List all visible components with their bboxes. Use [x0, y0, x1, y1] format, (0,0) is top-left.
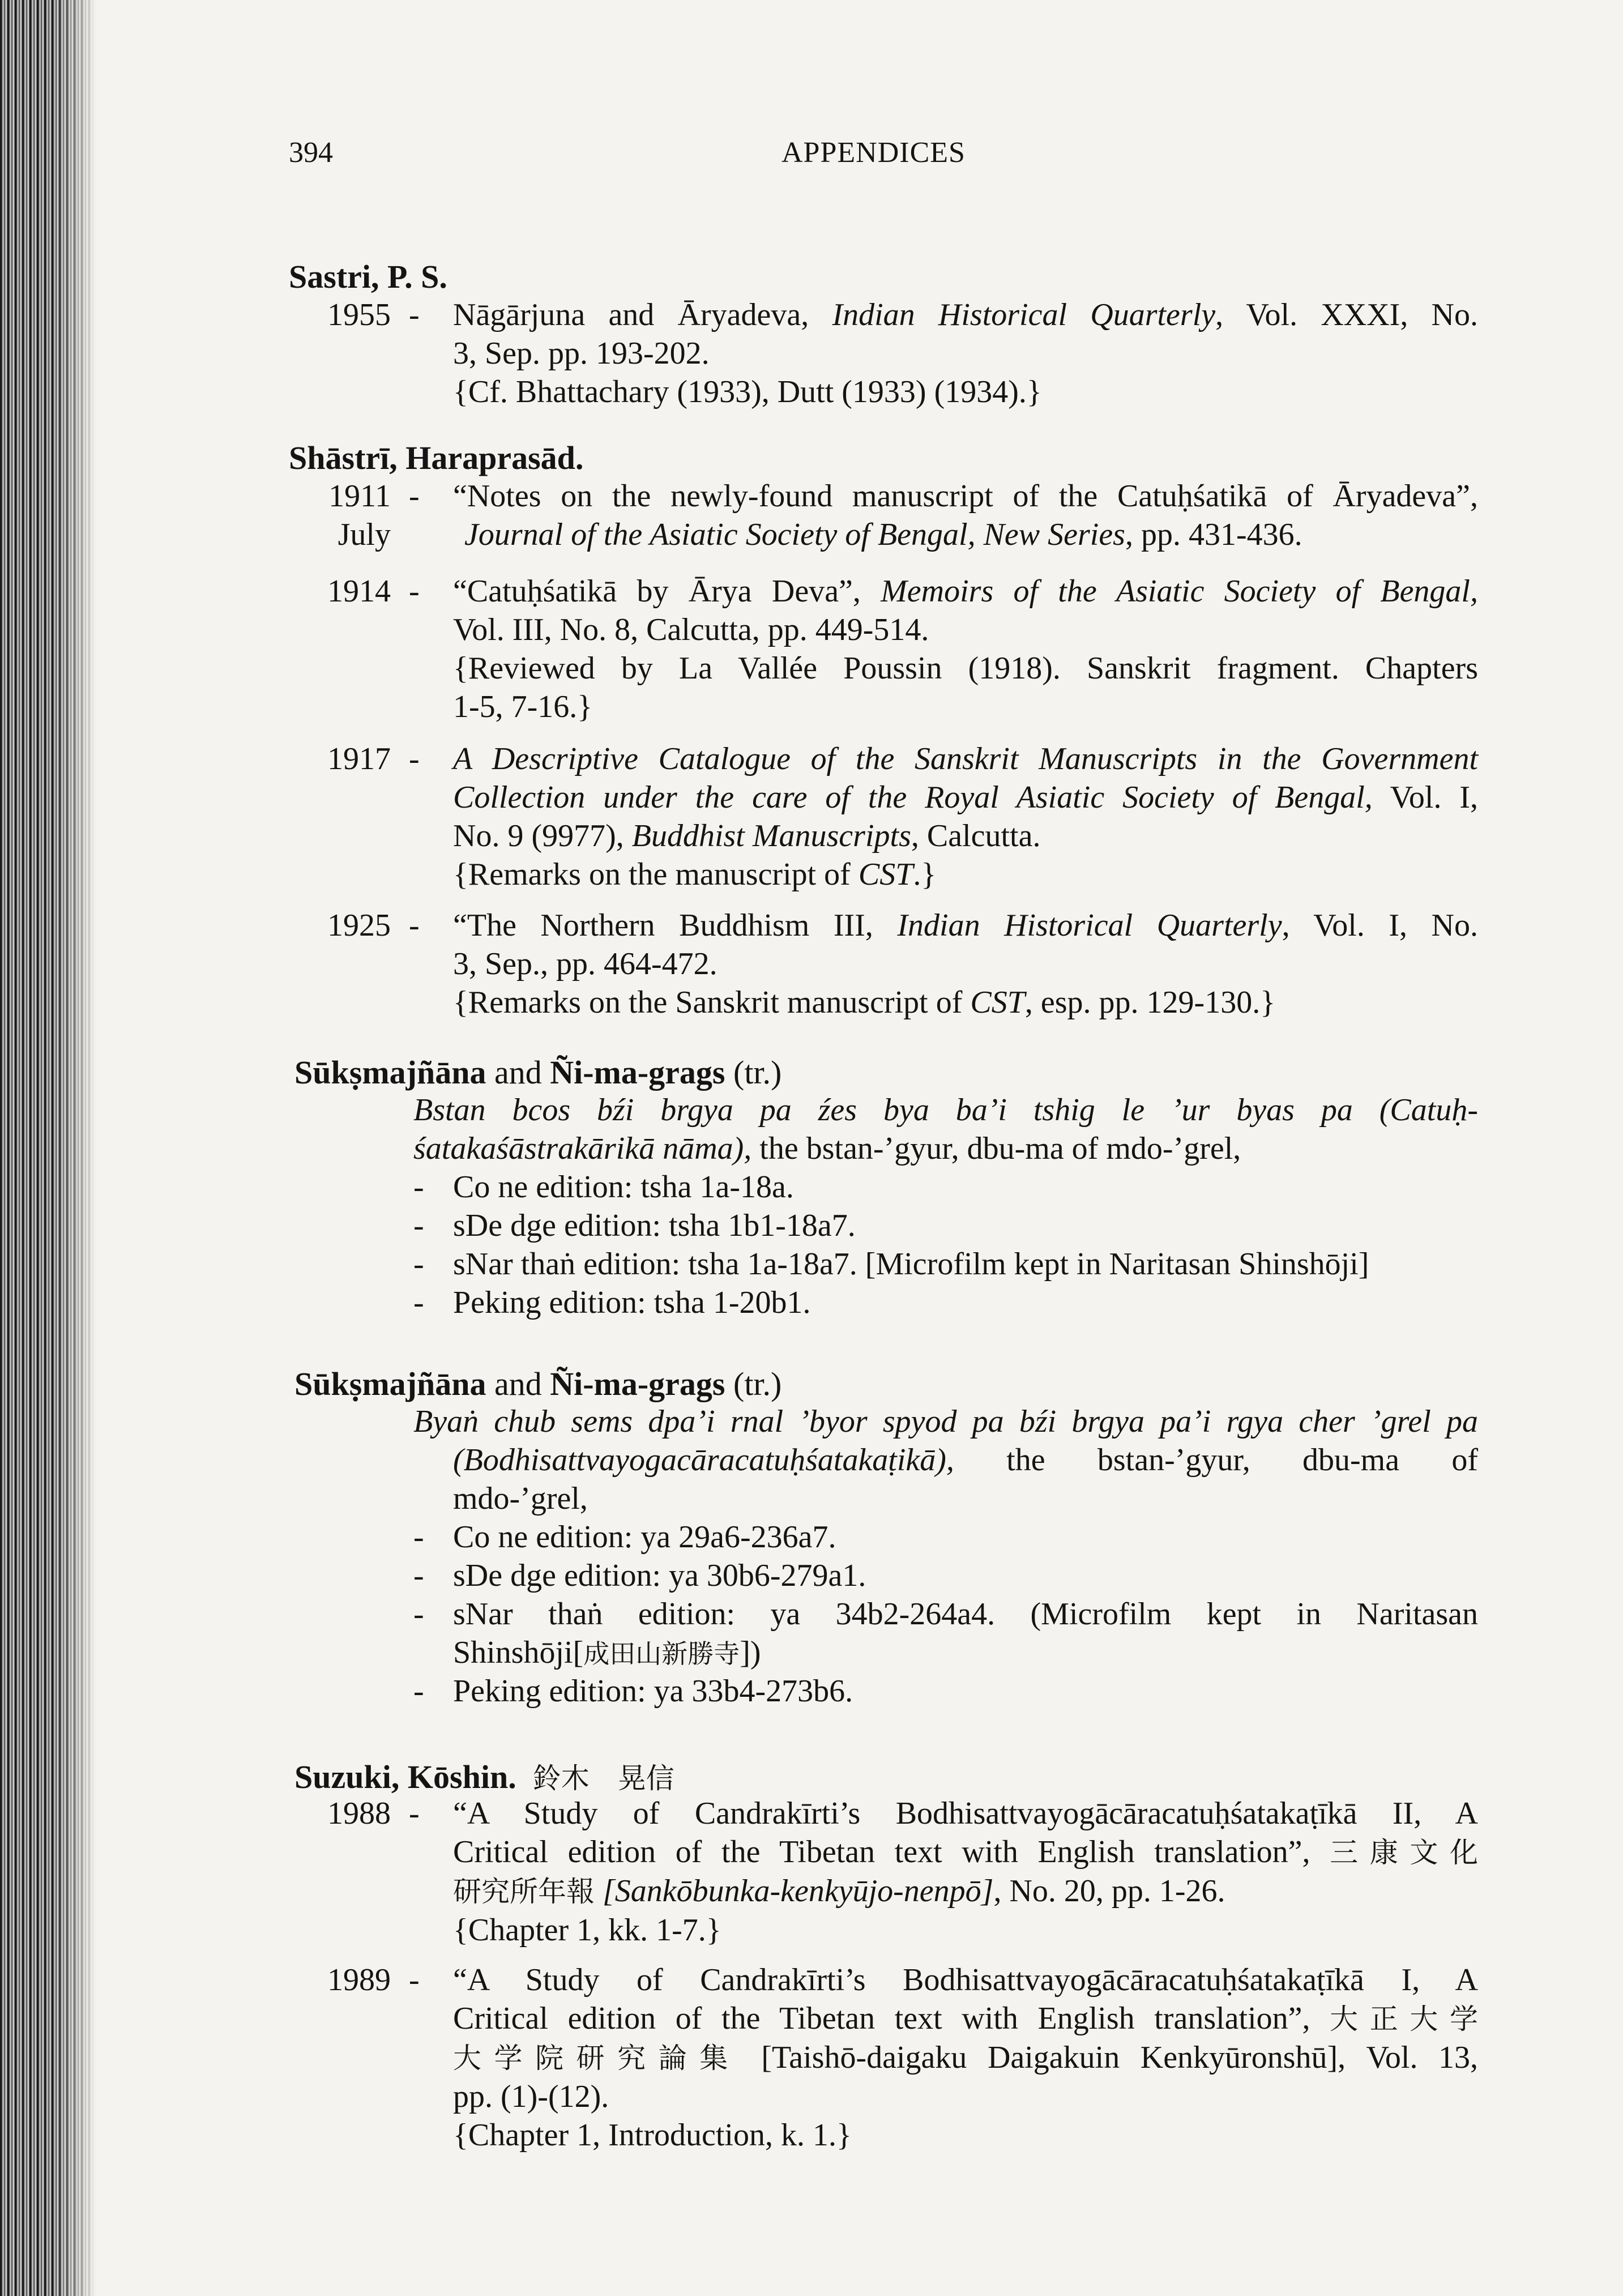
work-title: (Bodhisattvayogacāracatuḥśatakaṭikā), — [453, 1443, 954, 1478]
entry-body-1925 — [453, 906, 1478, 1022]
entry-detail: , No. 20, pp. 1-26. — [993, 1873, 1225, 1909]
entry-detail: the bstan-’gyur, dbu-ma of mdo-’grel, — [751, 1131, 1241, 1166]
entry-body-1989 — [453, 1961, 1478, 2154]
entry-year: 1914 — [327, 574, 391, 609]
edition-dash: - — [413, 1208, 424, 1243]
entry-detail: Vol. I, — [1372, 780, 1479, 815]
entry-year: 1988 — [327, 1796, 391, 1831]
translator-note: (tr.) — [725, 1365, 782, 1402]
work-title: śatakaśāstrakārikā nāma), — [413, 1131, 752, 1166]
entry-detail: , Calcutta. — [911, 818, 1041, 853]
entry-title: “A Study of Candrakīrti’s Bodhisattvayogācāracatuḥśatakaṭīkā II, A — [453, 1796, 1478, 1831]
entry-detail: the bstan-’gyur, dbu-ma of — [954, 1443, 1478, 1478]
entry-dash: - — [409, 1962, 420, 1998]
entry-heading-suksmajnana-1 — [294, 1053, 781, 1091]
entry-note: , esp. pp. 129-130.} — [1024, 985, 1276, 1020]
entry-dash: - — [409, 479, 420, 514]
journal-name-japanese: 三康文化 — [1330, 1836, 1479, 1869]
entry-year: 1917 — [327, 741, 391, 776]
journal-name: Journal of the Asiatic Society of Bengal, New Series — [464, 517, 1125, 552]
edition-item: Co ne edition: ya 29a6-236a7. — [453, 1520, 836, 1555]
author-name: Sūkṣmajñāna — [294, 1365, 486, 1402]
book-title: Collection under the care of the Royal Asiatic Society of Bengal, — [453, 780, 1373, 815]
entry-body-suksmajnana-2 — [413, 1402, 1478, 1518]
entry-note: {Cf. Bhattachary (1933), Dutt (1933) (1934).} — [453, 374, 1042, 409]
author-name: Ñi-ma-grags — [550, 1054, 725, 1091]
edition-text: Shinshōji[ — [453, 1635, 584, 1670]
work-title: Byaṅ chub sems dpa’i rnal ’byor spyod pa bźi brgya pa’i rgya cher ’grel pa — [413, 1404, 1478, 1439]
book-title: A Descriptive Catalogue of the Sanskrit Manuscripts in the Government — [453, 741, 1478, 776]
journal-name: Indian Historical Quarterly — [832, 297, 1216, 332]
translator-note: (tr.) — [725, 1054, 782, 1091]
conjunction: and — [486, 1365, 550, 1402]
edition-dash: - — [413, 1170, 424, 1205]
entry-note: {Chapter 1, kk. 1-7.} — [453, 1913, 721, 1948]
entry-heading-sastri — [289, 258, 447, 296]
edition-dash: - — [413, 1520, 424, 1555]
entry-note: .} — [913, 857, 937, 892]
author-name: Shāstrī, Haraprasād. — [289, 439, 584, 476]
entry-heading-shastri — [289, 439, 583, 477]
edition-text: ]) — [740, 1635, 761, 1670]
entry-detail: pp. (1)-(12). — [453, 2079, 609, 2114]
entry-body-suksmajnana-1 — [413, 1091, 1478, 1168]
entry-body-1955 — [453, 296, 1478, 411]
edition-item: sDe dge edition: ya 30b6-279a1. — [453, 1558, 866, 1593]
edition-item: Peking edition: ya 33b4-273b6. — [453, 1674, 853, 1709]
entry-detail: 3, Sep., pp. 464-472. — [453, 946, 717, 981]
entry-title: Critical edition of the Tibetan text with English translation”, — [453, 1834, 1330, 1870]
author-name-japanese: 鈴木 晃信 — [532, 1762, 674, 1795]
author-name: Suzuki, Kōshin. — [294, 1759, 516, 1795]
entry-title: Critical edition of the Tibetan text with English translation”, — [453, 2001, 1330, 2036]
author-name: Ñi-ma-grags — [550, 1365, 725, 1402]
journal-name-japanese: 大正大学 — [1330, 2003, 1479, 2035]
entry-title: “The Northern Buddhism III, — [453, 908, 898, 943]
entry-dash: - — [409, 574, 420, 609]
edition-dash: - — [413, 1674, 424, 1709]
conjunction: and — [486, 1054, 550, 1091]
journal-name-japanese: 研究所年報 — [453, 1875, 595, 1908]
edition-dash: - — [413, 1558, 424, 1593]
edition-item: sDe dge edition: tsha 1b1-18a7. — [453, 1208, 856, 1243]
journal-name: Memoirs of the Asiatic Society of Bengal, — [881, 574, 1478, 609]
abbreviation: CST — [970, 985, 1025, 1020]
entry-note: {Remarks on the manuscript of — [453, 857, 859, 892]
edition-item: sNar thaṅ edition: tsha 1a-18a7. [Microfilm kept in Naritasan Shinshōji] — [453, 1247, 1369, 1282]
entry-body-1914 — [453, 572, 1478, 726]
entry-dash: - — [409, 741, 420, 776]
edition-item: Peking edition: tsha 1-20b1. — [453, 1285, 811, 1320]
entry-title: “A Study of Candrakīrti’s Bodhisattvayogācāracatuḥśatakaṭīkā I, A — [453, 1962, 1478, 1998]
entry-year-month: July — [338, 517, 391, 552]
entry-year: 1911 — [328, 479, 391, 514]
book-binding-shadow — [0, 0, 96, 2296]
work-title: Bstan bcos bźi brgya pa źes bya ba’i tshig le ’ur byas pa (Catuḥ- — [413, 1092, 1478, 1128]
abbreviation: CST — [858, 857, 913, 892]
entry-body-1988 — [453, 1794, 1478, 1949]
series-name: Buddhist Manuscripts — [631, 818, 911, 853]
entry-year: 1989 — [327, 1962, 391, 1998]
entry-detail: No. 9 (9977), — [453, 818, 632, 853]
edition-dash: - — [413, 1285, 424, 1320]
entry-detail: , Vol. I, No. — [1282, 908, 1478, 943]
entry-note: {Chapter 1, Introduction, k. 1.} — [453, 2118, 852, 2153]
entry-detail: 3, Sep. pp. 193-202. — [453, 336, 710, 371]
edition-item: Co ne edition: tsha 1a-18a. — [453, 1170, 794, 1205]
entry-body-1911 — [453, 477, 1478, 554]
journal-name: [Sankōbunka-kenkyūjo-nenpō] — [595, 1873, 994, 1909]
entry-dash: - — [409, 1796, 420, 1831]
entry-dash: - — [409, 297, 420, 332]
entry-body-1917 — [453, 740, 1478, 894]
japanese-temple-name: 成田山新勝寺 — [583, 1638, 740, 1669]
author-name: Sastri, P. S. — [289, 258, 447, 295]
journal-name: [Taishō-daigaku Daigakuin Kenkyūronshū], Vol. 13, — [740, 2040, 1479, 2075]
entry-note: 1-5, 7-16.} — [453, 689, 593, 724]
entry-heading-suzuki — [294, 1756, 674, 1796]
running-head: APPENDICES — [781, 136, 966, 169]
author-name: Sūkṣmajñāna — [294, 1054, 486, 1091]
entry-year: 1955 — [327, 297, 391, 332]
entry-title: “Notes on the newly-found manuscript of the Catuḥśatikā of Āryadeva”, — [453, 479, 1478, 514]
journal-name-japanese: 大学院研究論集 — [453, 2042, 741, 2075]
entry-detail: , pp. 431-436. — [1125, 517, 1302, 552]
journal-name: Indian Historical Quarterly — [897, 908, 1282, 943]
entry-title: “Catuḥśatikā by Ārya Deva”, — [453, 574, 861, 609]
edition-dash: - — [413, 1597, 424, 1632]
entry-detail: mdo-’grel, — [453, 1481, 588, 1516]
edition-text: sNar thaṅ edition: ya 34b2-264a4. (Microfilm kept in Naritasan — [453, 1597, 1478, 1632]
page-number: 394 — [289, 136, 333, 169]
entry-title: Nāgārjuna and Āryadeva, — [453, 297, 809, 332]
entry-detail: Vol. III, No. 8, Calcutta, pp. 449-514. — [453, 612, 929, 647]
entry-year: 1925 — [327, 908, 391, 943]
entry-detail: , Vol. XXXI, No. — [1215, 297, 1479, 332]
entry-note: {Remarks on the Sanskrit manuscript of — [453, 985, 971, 1020]
edition-dash: - — [413, 1247, 424, 1282]
entry-dash: - — [409, 908, 420, 943]
edition-item-snar — [453, 1595, 1478, 1673]
entry-note: {Reviewed by La Vallée Poussin (1918). Sanskrit fragment. Chapters — [453, 651, 1478, 686]
entry-heading-suksmajnana-2 — [294, 1365, 781, 1403]
